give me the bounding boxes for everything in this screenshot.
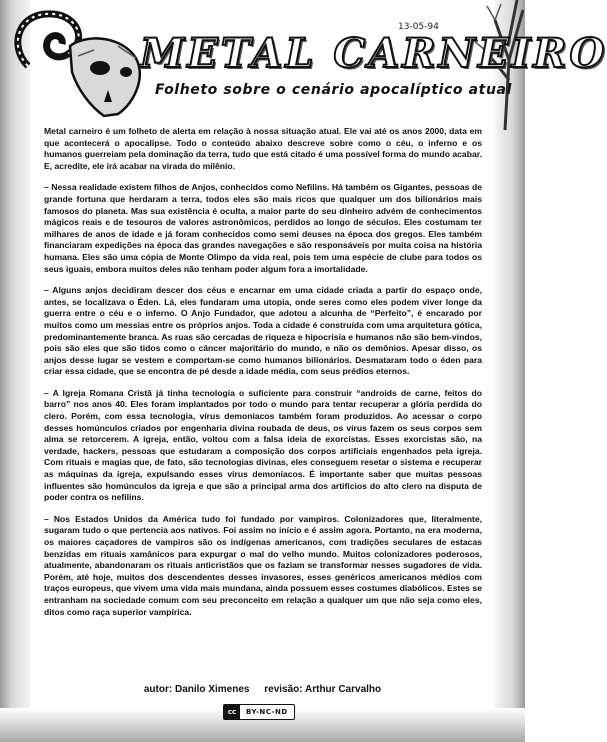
masthead-subtitle: Folheto sobre o cenário apocalíptico atual xyxy=(155,82,512,98)
roman-church-paragraph: – A Igreja Romana Cristã já tinha tecnologia o suficiente para construir “androids de carne, feitos do barro” nos anos 40. Eles foram implantados por todo o mundo para tentar recuperar a glória perdida do clero. Porém, com essa tecnologia, vírus demoníacos também foram produzidos. Ao acessar o corpo desses homúnculos criados por engenharia divina roubada de deus, os vírus fazem os seus corpos sem alma se retorcerem. A igreja, então, voltou com a falsa ideia de exorcistas. Esses exorcistas são, na verdade, hackers, pessoas que estudaram a composição dos corpos artificiais engenhados pela igreja. Com rituais e magias que, de fato, são tecnologias divinas, eles conseguem resetar o sistema e recuperar as máquinas da igreja, expulsando esses vírus demoníacos. É importante saber que muitas pessoas influentes são homúnculos da igreja e que são a principal arma dos artifícios do alto clero na disputa de poder contra os nefilins. xyxy=(44,387,482,503)
author-credit: autor: Danilo Ximenes xyxy=(143,684,250,695)
issue-date: 13-05-94 xyxy=(398,22,439,32)
intro-paragraph: Metal carneiro é um folheto de alerta em relação à nossa situação atual. Ele vai até os anos 2000, data em que acontecerá o apocalipse. Todo o conteúdo abaixo descreve sobre como o céu, o inferno e os humanos guerreiam pela dominação da terra, tudo que está citado é uma possível forma do mundo acabar. E, acredite, ele irá acabar na virada do milênio. xyxy=(44,126,482,171)
creative-commons-badge xyxy=(223,704,295,720)
vampires-usa-paragraph: – Nos Estados Unidos da América tudo foi fundado por vampiros. Colonizadores que, literalmente, sugaram tudo o que pertencia aos nativos. Foi assim no início e é assim agora. Portanto, na era moderna, os maiores caçadores de vampiros são os indígenas americanos, com tradições seculares de estacas benzidas em rituais xamânicos para expurgar o mal do velho mundo. Muitos colonizadores poderosos, atualmente, abandonaram os rituais anticristãos que os faziam se transformar nesses sugadores de vida. Porém, até hoje, muitos dos descendentes desses invasores, esses genéricos americanos médios com traços europeus, que vivem uma vida mais mundana, ainda possuem esses costumes diabólicos. Estes se entranham na sociedade comum com seu preconceito em relação a qualquer um que não seja como eles, ditos como raça superior vampírica. xyxy=(44,513,482,617)
credits-line xyxy=(0,684,525,695)
masthead-title: METAL CARNEIRO xyxy=(140,30,607,77)
ram-skull-illustration xyxy=(8,6,158,118)
license-text: BY-NC-ND xyxy=(246,708,288,716)
angels-city-paragraph: – Alguns anjos decidiram descer dos céus e encarnar em uma cidade criada a partir do espaço onde, antes, se localizava o Éden. Lá, eles fundaram uma utopia, onde seres como eles podem viver longe da guerra entre o céu e o inferno. O Anjo Fundador, que adotou a alcunha de “Perfeito”, é encarado por muitos como um messias entre os próprios anjos. Toda a cidade é construída com uma arquitetura gótica, predominantemente branca. As ruas são cercadas de riqueza e hipocrisia e humanos não são bem-vindos, pois são eles que são tidos como o câncer majoritário do mundo, e não os demônios. Apesar disso, os anjos desse lugar se vestem e comportam-se como humanos bilionários. Desmataram todo o éden para criar essa cidade, que se encontra de pé desde a idade média, com seus prédios eternos. xyxy=(44,285,482,377)
cc-icon: cc xyxy=(224,705,240,719)
nephilim-paragraph: – Nessa realidade existem filhos de Anjos, conhecidos como Nefilins. Há também os Gigantes, pessoas de grande fortuna que herdaram a terra, todos eles são mais ricos que qualquer um dos bilionários mais famosos do planeta. Mas sua existência é oculta, a maior parte do seu dinheiro advém de conhecimentos mágicos reais e de tesouros de valores astronômicos, perdidos ao longo de séculos. Eles costumam ter milhares de anos de idade e já foram conhecidos como semi deuses na época dos gregos. Eles também financiaram expedições na época das grandes navegações e são responsáveis por muita coisa na história humana. Eles são uma cópia de Monte Olimpo da vida real, pois tem uma espécie de clube para todos os seus iguais, embora muitos deles não tenham poder algum fora a imortalidade. xyxy=(44,182,482,274)
review-credit: revisão: Arthur Carvalho xyxy=(264,684,382,695)
article-body xyxy=(44,126,482,628)
